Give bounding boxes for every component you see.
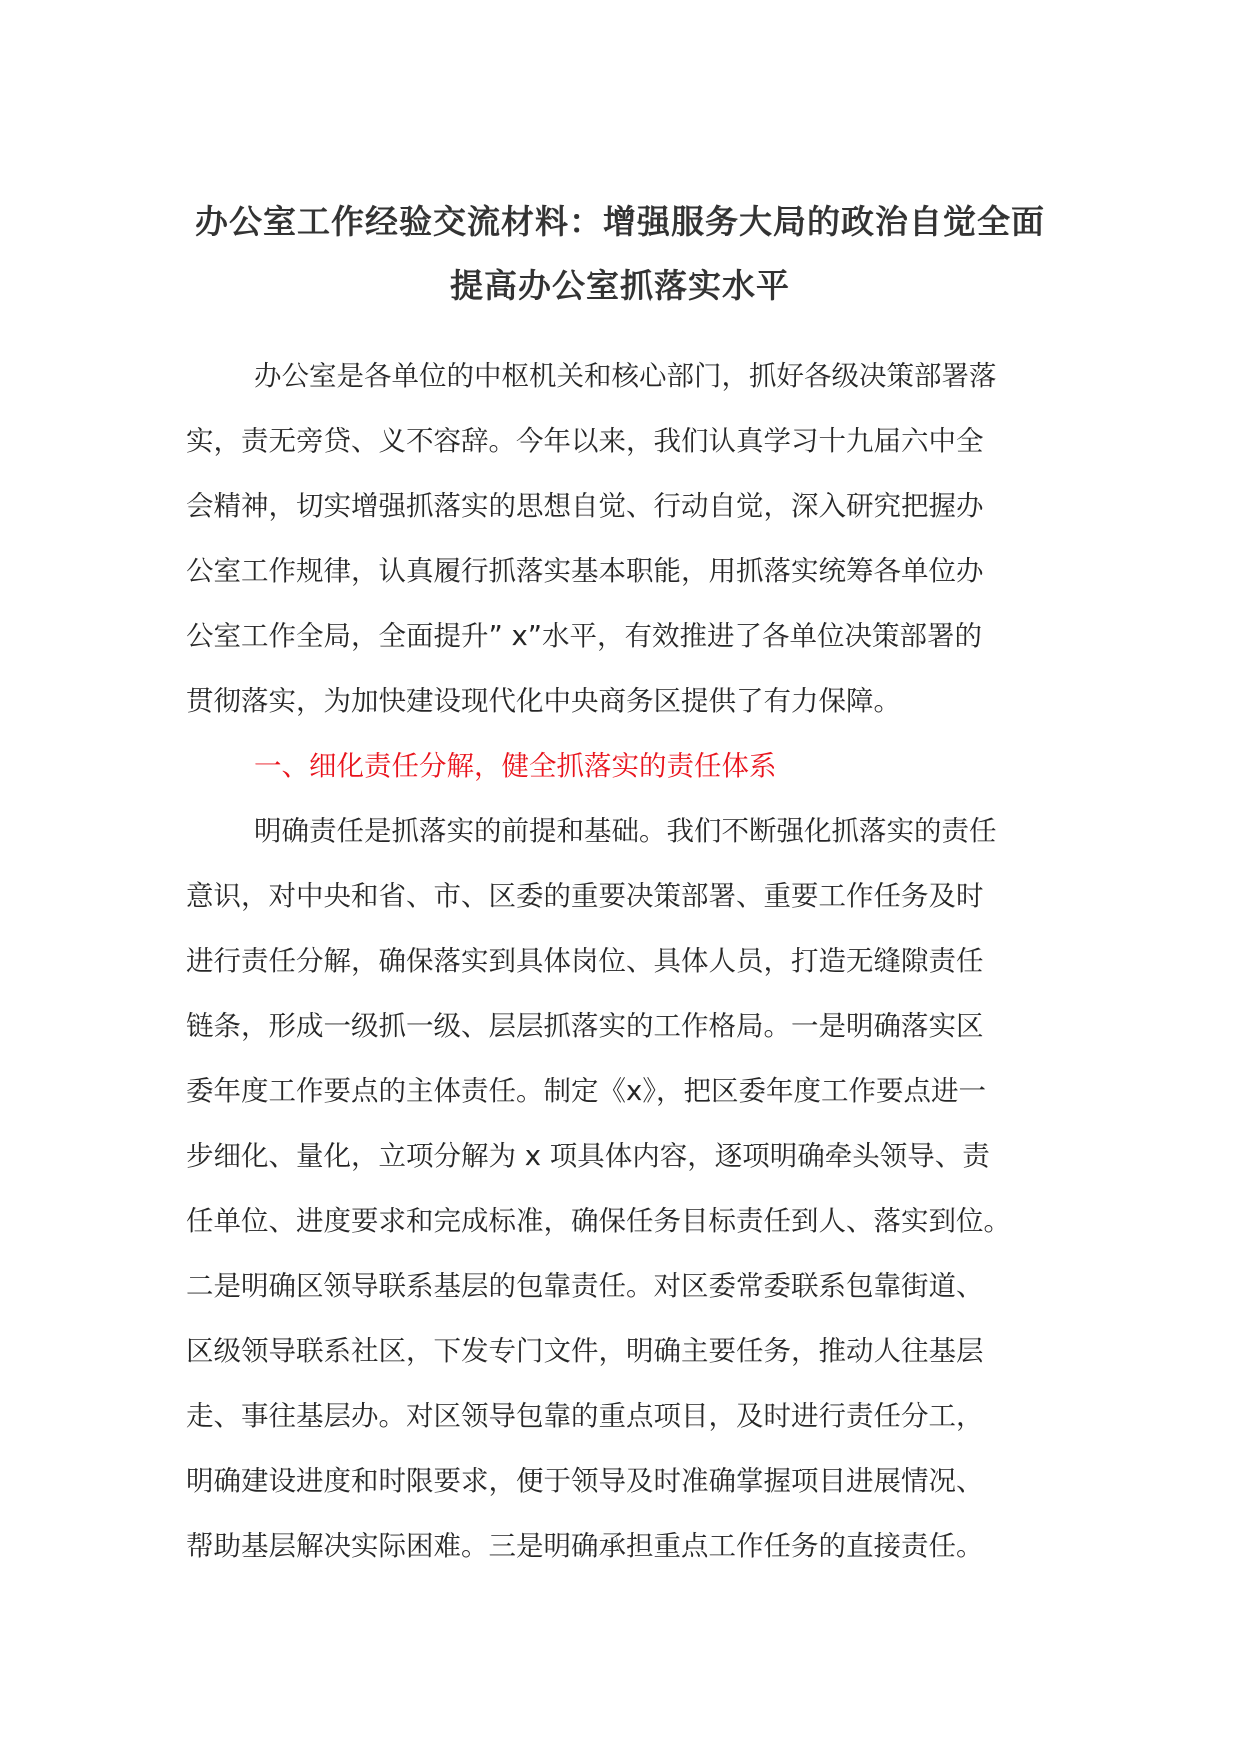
paragraph-section-1 — [186, 799, 1066, 1579]
paragraph-line: 链条，形成一级抓一级、层层抓落实的工作格局。一是明确落实区 — [186, 1010, 984, 1042]
paragraph-line: 公室工作规律，认真履行抓落实基本职能，用抓落实统筹各单位办 — [186, 555, 984, 587]
paragraph-line: 贯彻落实，为加快建设现代化中央商务区提供了有力保障。 — [186, 685, 901, 717]
document-body — [186, 344, 1066, 1579]
paragraph-line: 进行责任分解，确保落实到具体岗位、具体人员，打造无缝隙责任 — [186, 945, 984, 977]
paragraph-line: 步细化、量化，立项分解为 x 项具体内容，逐项明确牵头领导、责 — [186, 1140, 990, 1172]
paragraph-line: 办公室是各单位的中枢机关和核心部门，抓好各级决策部署落 — [254, 360, 997, 392]
paragraph-intro — [186, 344, 1066, 734]
title-line: 提高办公室抓落实水平 — [450, 266, 790, 305]
document-title — [186, 190, 1054, 318]
paragraph-line: 会精神，切实增强抓落实的思想自觉、行动自觉，深入研究把握办 — [186, 490, 984, 522]
paragraph-line: 二是明确区领导联系基层的包靠责任。对区委常委联系包靠街道、 — [186, 1270, 984, 1302]
paragraph-line: 走、事往基层办。对区领导包靠的重点项目，及时进行责任分工， — [186, 1400, 984, 1432]
paragraph-line: 明确建设进度和时限要求，便于领导及时准确掌握项目进展情况、 — [186, 1465, 984, 1497]
paragraph-line: 明确责任是抓落实的前提和基础。我们不断强化抓落实的责任 — [254, 815, 997, 847]
section-heading: 一、细化责任分解，健全抓落实的责任体系 — [254, 750, 777, 782]
title-line: 办公室工作经验交流材料：增强服务大局的政治自觉全面 — [195, 202, 1045, 241]
paragraph-line: 公室工作全局，全面提升” x”水平，有效推进了各单位决策部署的 — [186, 620, 983, 652]
paragraph-line: 任单位、进度要求和完成标准，确保任务目标责任到人、落实到位。 — [186, 1205, 1011, 1237]
paragraph-line: 实，责无旁贷、义不容辞。今年以来，我们认真学习十九届六中全 — [186, 425, 984, 457]
paragraph-line: 区级领导联系社区，下发专门文件，明确主要任务，推动人往基层 — [186, 1335, 984, 1367]
paragraph-line: 帮助基层解决实际困难。三是明确承担重点工作任务的直接责任。 — [186, 1530, 984, 1562]
paragraph-line: 意识，对中央和省、市、区委的重要决策部署、重要工作任务及时 — [186, 880, 984, 912]
paragraph-line: 委年度工作要点的主体责任。制定《x》，把区委年度工作要点进一 — [186, 1075, 987, 1107]
